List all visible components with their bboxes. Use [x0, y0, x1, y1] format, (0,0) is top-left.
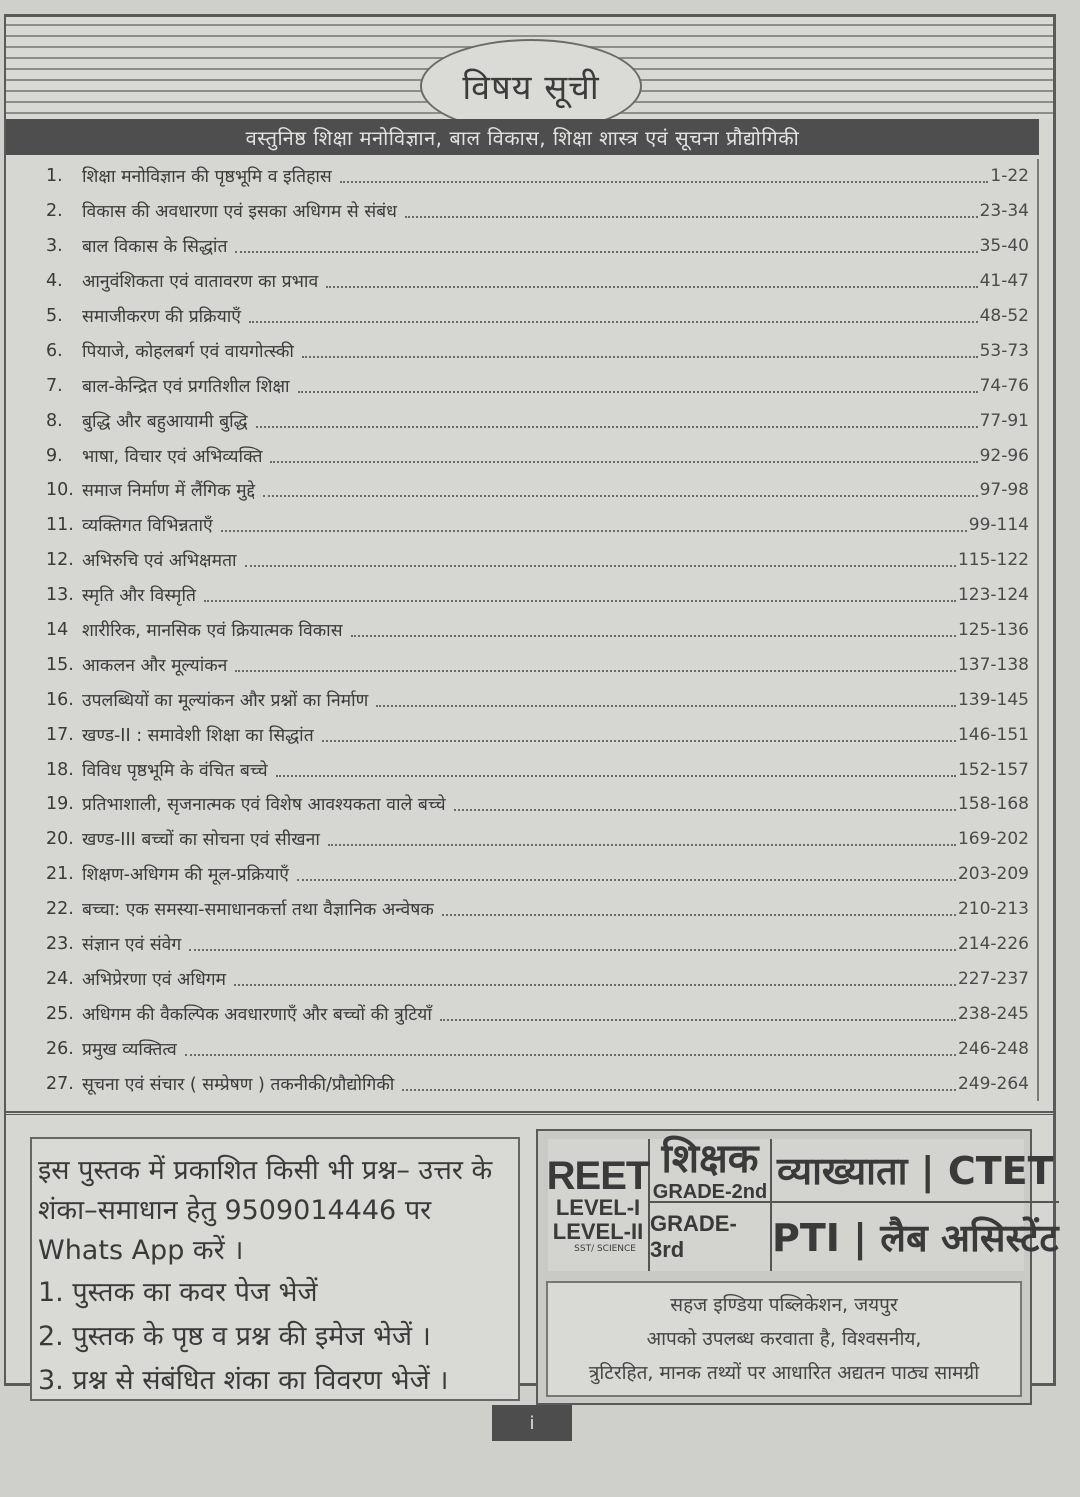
- toc-title: शिक्षण-अधिगम की मूल-प्रक्रियाएँ: [82, 865, 289, 886]
- toc-title: खण्ड-II : समावेशी शिक्षा का सिद्धांत: [82, 725, 314, 746]
- toc-number: 26.: [46, 1038, 74, 1059]
- whatsapp-help-box: [30, 1137, 520, 1401]
- exam-reet: [548, 1139, 650, 1271]
- toc-leader-dots: [326, 286, 977, 288]
- toc-leader-dots: [340, 181, 989, 183]
- toc-page-range: 48-52: [979, 306, 1029, 326]
- toc-title: शिक्षा मनोविज्ञान की पृष्ठभूमि व इतिहास: [82, 167, 332, 188]
- toc-row: [6, 752, 1037, 787]
- toc-title: अभिरुचि एवं अभिक्षमता: [82, 551, 237, 572]
- toc-title: अभिप्रेरणा एवं अधिगम: [82, 969, 227, 990]
- toc-number: 15.: [46, 654, 74, 675]
- toc-title: बुद्धि और बहुआयामी बुद्धि: [82, 411, 248, 432]
- toc-leader-dots: [249, 321, 978, 323]
- toc-page-range: 77-91: [979, 410, 1029, 431]
- toc-title: संज्ञान एवं संवेग: [82, 935, 182, 956]
- toc-number: 16.: [46, 689, 74, 710]
- toc-row: [6, 682, 1037, 717]
- toc-row: [6, 543, 1037, 578]
- toc-row: [6, 194, 1037, 229]
- toc-row: [6, 403, 1037, 438]
- toc-title: व्यक्तिगत विभिन्नताएँ: [82, 516, 213, 537]
- grade-2nd-label: GRADE-2nd: [652, 1180, 768, 1203]
- section-divider: [6, 1111, 1053, 1115]
- toc-leader-dots: [263, 495, 978, 497]
- toc-row: [6, 822, 1037, 857]
- toc-title: अधिगम की वैकल्पिक अवधारणाएँ और बच्चों की त्रुटियाँ: [82, 1004, 432, 1025]
- help-step-1: 1. पुस्तक का कवर पेज भेजें: [38, 1277, 318, 1308]
- toc-leader-dots: [442, 914, 956, 916]
- toc-row: [6, 613, 1037, 648]
- toc-row: [6, 473, 1037, 508]
- toc-leader-dots: [297, 879, 956, 881]
- page-title: विषय सूची: [462, 68, 600, 108]
- toc-row: [6, 996, 1037, 1031]
- toc-row: [6, 717, 1037, 752]
- toc-row: [6, 927, 1037, 962]
- toc-leader-dots: [189, 949, 956, 951]
- publisher-box: [546, 1281, 1022, 1397]
- toc-row: [6, 892, 1037, 927]
- toc-page-range: 214-226: [957, 934, 1029, 955]
- toc-title: समाज निर्माण में लैंगिक मुद्दे: [82, 481, 256, 502]
- toc-title: बाल विकास के सिद्धांत: [82, 237, 228, 258]
- toc-number: 7.: [46, 375, 63, 396]
- toc-title: बच्चा: एक समस्या-समाधानकर्त्ता तथा वैज्ञानिक अन्वेषक: [82, 900, 434, 921]
- toc-title: शारीरिक, मानसिक एवं क्रियात्मक विकास: [82, 621, 343, 642]
- toc-row: [6, 857, 1037, 892]
- publisher-line-3: त्रुटिरहित, मानक तथ्यों पर आधारित अद्यतन पाठ्य सामग्री: [588, 1362, 980, 1384]
- subject-line: वस्तुनिष्ठ शिक्षा मनोविज्ञान, बाल विकास, शिक्षा शास्त्र एवं सूचना प्रौद्योगिकी: [245, 125, 800, 150]
- toc-leader-dots: [328, 844, 956, 846]
- toc-page-range: 246-248: [957, 1038, 1029, 1059]
- exam-pti-lab: [772, 1203, 1059, 1271]
- toc-page-range: 169-202: [957, 829, 1029, 850]
- toc-number: 6.: [46, 340, 63, 361]
- toc-row: [6, 264, 1037, 299]
- page-frame: [4, 14, 1059, 1396]
- toc-page-range: 41-47: [979, 271, 1029, 292]
- toc-title: बाल-केन्द्रित एवं प्रगतिशील शिक्षा: [82, 376, 290, 397]
- toc-row: [6, 438, 1037, 473]
- toc-row: [6, 333, 1037, 368]
- reet-label: REET: [546, 1154, 650, 1198]
- toc-leader-dots: [351, 635, 956, 637]
- toc-number: 25.: [46, 1003, 74, 1024]
- toc-page-range: 139-145: [957, 689, 1029, 710]
- toc-page-range: 99-114: [968, 515, 1029, 536]
- page-number: [492, 1405, 572, 1441]
- toc-page-range: 227-237: [957, 968, 1029, 989]
- toc-page-range: 146-151: [957, 724, 1029, 745]
- toc-row: [6, 159, 1037, 194]
- toc-row: [6, 508, 1037, 543]
- toc-page-range: 92-96: [979, 445, 1029, 466]
- toc-leader-dots: [322, 740, 956, 742]
- toc-row: [6, 1066, 1037, 1101]
- toc-number: 4.: [46, 271, 63, 292]
- toc-page-range: 74-76: [979, 375, 1029, 396]
- toc-title: प्रतिभाशाली, सृजनात्मक एवं विशेष आवश्यकता वाले बच्चे: [82, 795, 446, 816]
- toc-title: खण्ड-III बच्चों का सोचना एवं सीखना: [82, 830, 320, 851]
- help-step-3: 3. प्रश्न से संबंधित शंका का विवरण भेजें ।: [38, 1365, 449, 1396]
- toc-leader-dots: [221, 530, 967, 532]
- toc-number: 17.: [46, 724, 74, 745]
- shikshak-label: शिक्षक: [661, 1135, 759, 1182]
- toc-number: 8.: [46, 410, 63, 431]
- help-line-1: इस पुस्तक में प्रकाशित किसी भी प्रश्न– उत्तर के: [38, 1155, 493, 1186]
- toc-number: 21.: [46, 864, 74, 885]
- toc-leader-dots: [256, 426, 978, 428]
- toc-page-range: 35-40: [979, 236, 1029, 257]
- toc-title: भाषा, विचार एवं अभिव्यक्ति: [82, 446, 263, 467]
- toc-leader-dots: [454, 809, 956, 811]
- toc-number: 11.: [46, 515, 74, 536]
- toc-leader-dots: [402, 1089, 956, 1091]
- toc-number: 27.: [46, 1073, 74, 1094]
- reet-level-2-sub: SST/ SCIENCE: [574, 1244, 636, 1254]
- toc-title: उपलब्धियों का मूल्यांकन और प्रश्नों का निर्माण: [82, 690, 369, 711]
- toc-leader-dots: [185, 1054, 956, 1056]
- toc-row: [6, 368, 1037, 403]
- toc-leader-dots: [302, 356, 978, 358]
- toc-title: समाजीकरण की प्रक्रियाएँ: [82, 307, 241, 327]
- toc-number: 5.: [46, 306, 63, 326]
- help-line-2: शंका–समाधान हेतु 9509014446 पर: [38, 1195, 432, 1226]
- toc-number: 10.: [46, 480, 74, 501]
- toc-leader-dots: [276, 775, 956, 777]
- help-step-2: 2. पुस्तक के पृष्ठ व प्रश्न की इमेज भेजें ।: [38, 1321, 431, 1352]
- toc-leader-dots: [234, 984, 956, 986]
- toc-row: [6, 299, 1037, 334]
- promo-box: [536, 1129, 1059, 1405]
- toc-number: 24.: [46, 968, 74, 989]
- exam-list: [546, 1135, 1059, 1271]
- toc-page-range: 158-168: [957, 794, 1029, 815]
- toc-number: 22.: [46, 899, 74, 920]
- toc-title: विकास की अवधारणा एवं इसका अधिगम से संबंध: [82, 202, 397, 223]
- toc-page-range: 53-73: [979, 340, 1029, 361]
- grade-3rd-label: GRADE-3rd: [650, 1211, 737, 1262]
- toc-title: आकलन और मूल्यांकन: [82, 655, 228, 676]
- toc-page-range: 249-264: [957, 1073, 1029, 1094]
- toc-title: स्मृति और विस्मृति: [82, 586, 197, 607]
- subject-bar: [6, 119, 1039, 155]
- toc-page-range: 115-122: [957, 550, 1029, 571]
- page-number-label: i: [529, 1412, 535, 1434]
- publisher-line-1: सहज इण्डिया पब्लिकेशन, जयपुर: [670, 1294, 898, 1316]
- toc-leader-dots: [204, 600, 956, 602]
- toc-leader-dots: [376, 705, 956, 707]
- toc-number: 2.: [46, 201, 63, 222]
- toc-number: 12.: [46, 550, 74, 571]
- toc-number: 13.: [46, 585, 74, 606]
- toc-leader-dots: [440, 1019, 956, 1021]
- toc-row: [6, 647, 1037, 682]
- toc-page-range: 238-245: [957, 1003, 1029, 1024]
- toc-number: 9.: [46, 445, 63, 466]
- toc-row: [6, 578, 1037, 613]
- toc-row: [6, 961, 1037, 996]
- toc-page-range: 23-34: [979, 201, 1029, 222]
- toc-leader-dots: [298, 391, 978, 393]
- reet-level-2: LEVEL-II: [552, 1219, 644, 1244]
- toc-row: [6, 229, 1037, 264]
- toc-page-range: 123-124: [957, 585, 1029, 606]
- reet-level-1: LEVEL-I: [555, 1195, 641, 1220]
- exam-shikshak: [650, 1135, 772, 1203]
- toc-title: आनुवंशिकता एवं वातावरण का प्रभाव: [82, 272, 319, 293]
- toc-leader-dots: [235, 670, 956, 672]
- toc-leader-dots: [235, 251, 977, 253]
- toc-title: पियाजे, कोहलबर्ग एवं वायगोत्स्की: [82, 341, 294, 362]
- table-of-contents: [6, 159, 1039, 1101]
- vyakhyata-ctet-label: व्याख्याता | CTET: [777, 1149, 1054, 1193]
- toc-leader-dots: [245, 565, 956, 567]
- toc-page-range: 203-209: [957, 864, 1029, 885]
- toc-leader-dots: [405, 216, 978, 218]
- toc-page-range: 97-98: [979, 480, 1029, 501]
- toc-page-range: 125-136: [957, 620, 1029, 641]
- publisher-line-2: आपको उपलब्ध करवाता है, विश्वसनीय,: [646, 1328, 922, 1350]
- pti-lab-label: PTI | लैब असिस्टेंट: [772, 1216, 1059, 1260]
- toc-row: [6, 1031, 1037, 1066]
- toc-number: 1.: [46, 166, 63, 187]
- toc-title: प्रमुख व्यक्तित्व: [82, 1039, 177, 1060]
- help-line-3: Whats App करें ।: [38, 1235, 244, 1266]
- toc-page-range: 152-157: [957, 759, 1029, 780]
- toc-title: विविध पृष्ठभूमि के वंचित बच्चे: [82, 760, 268, 781]
- toc-leader-dots: [270, 461, 977, 463]
- toc-page-range: 210-213: [957, 899, 1029, 920]
- toc-number: 3.: [46, 236, 63, 257]
- toc-page-range: 137-138: [957, 654, 1029, 675]
- toc-row: [6, 787, 1037, 822]
- toc-number: 14: [46, 620, 69, 641]
- exam-vyakhyata-ctet: [772, 1139, 1059, 1203]
- toc-number: 20.: [46, 829, 74, 850]
- toc-title: सूचना एवं संचार ( सम्प्रेषण ) तकनीकी/प्रौद्योगिकी: [82, 1074, 395, 1095]
- toc-number: 23.: [46, 934, 74, 955]
- toc-number: 19.: [46, 794, 74, 815]
- toc-number: 18.: [46, 759, 74, 780]
- toc-page-range: 1-22: [990, 166, 1029, 187]
- exam-grade-3rd: [650, 1203, 772, 1271]
